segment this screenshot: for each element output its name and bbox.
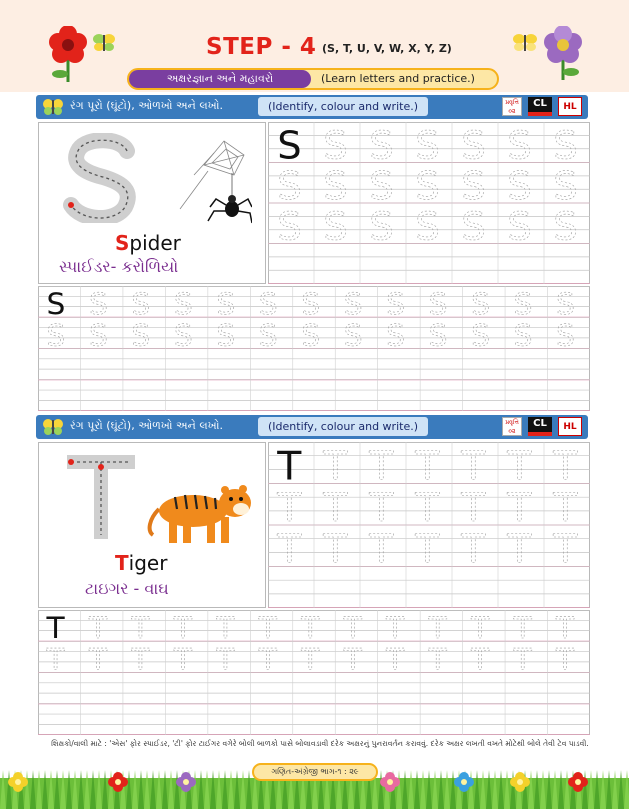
trace-letter: T [277, 484, 302, 531]
trace-letter: T [258, 641, 277, 677]
trace-letter: S [258, 317, 278, 353]
trace-letter: T [131, 610, 150, 646]
trace-letter: T [258, 610, 277, 646]
trace-letter: S [46, 286, 66, 322]
trace-letter: T [553, 484, 578, 531]
trace-letter: T [173, 610, 193, 646]
hl-badge: HL [558, 97, 582, 116]
trace-letter: T [461, 443, 486, 490]
writing-grid-t-top [268, 442, 590, 608]
writing-grid-t-bottom [38, 610, 590, 735]
word-rest: pider [129, 231, 181, 255]
trace-letter: S [173, 286, 193, 322]
trace-letter: T [428, 610, 447, 646]
trace-letter: T [513, 610, 532, 646]
trace-letter: T [461, 526, 486, 573]
trace-letter: T [471, 610, 490, 646]
trace-letter: T [173, 641, 193, 677]
trace-letter: S [428, 317, 448, 353]
tiger-icon [145, 475, 263, 551]
trace-letter: S [301, 286, 321, 322]
step-title: STEP - 4 [206, 34, 317, 60]
trace-letter: T [428, 641, 447, 677]
book-badge: પ્રવૃત્તિ ૦૨ [502, 417, 522, 436]
instruction-english: (Identify, colour and write.) [258, 417, 428, 436]
trace-letter: S [88, 317, 108, 353]
trace-letter: T [277, 443, 302, 490]
trace-letter: T [553, 526, 578, 573]
trace-letter: T [386, 641, 405, 677]
trace-letter: T [513, 641, 532, 677]
butterfly-icon [92, 32, 116, 54]
trace-letter: T [369, 484, 394, 531]
trace-letter: S [88, 286, 108, 322]
trace-letter: S [369, 163, 394, 209]
trace-letter: T [507, 526, 532, 573]
trace-letter: T [507, 484, 532, 531]
trace-letter: T [323, 484, 348, 531]
trace-letter: S [323, 123, 348, 169]
trace-letter: T [301, 641, 320, 677]
trace-letter: S [556, 317, 575, 353]
trace-letter: S [471, 317, 490, 353]
trace-letter: S [461, 163, 486, 209]
butterfly-icon [42, 97, 64, 117]
trace-letter: S [461, 123, 486, 169]
trace-letter: S [277, 204, 302, 250]
writing-grid-s-top [268, 122, 590, 284]
trace-letter: S [415, 123, 440, 169]
trace-letter: S [553, 204, 578, 250]
trace-letter: T [301, 610, 320, 646]
trace-letter: S [461, 204, 486, 250]
word-first-letter: T [115, 551, 129, 575]
trace-letter: S [428, 286, 448, 322]
word-gujarati: સ્પાઈડર- કરોળિયો [59, 257, 179, 276]
trace-letter: T [471, 641, 490, 677]
butterfly-right-icon [512, 32, 538, 54]
trace-letter: T [369, 526, 394, 573]
footer-note: શિક્ષકો/વાલી માટે : 'એસ' ફોર સ્પાઈડર, 'ટી' ફોર ટાઈગર વગેરે બોલી બાળકો પાસે બોલાવડાવી દરેક અક્ષરનું પુનરાવર્તન કરાવવું. દરેક અક્ષર લખતી વખતે મોટેથી બોલે તેવી ટેવ પાડવી. [51, 739, 589, 748]
trace-letter: S [553, 123, 578, 169]
trace-letter: S [216, 286, 236, 322]
trace-letter: S [277, 163, 302, 209]
traceable-s-letter [63, 133, 143, 223]
word-first-letter: S [115, 231, 130, 255]
trace-letter: T [556, 610, 575, 646]
trace-letter: S [343, 286, 363, 322]
trace-letter: T [553, 443, 578, 490]
section-bar-s [36, 95, 588, 119]
instruction-gujarati: રંગ પૂરો (ઘૂંટો), ઓળખો અને લખો. [70, 99, 223, 112]
subtitle-bar [127, 68, 499, 90]
trace-letter: S [323, 163, 348, 209]
red-flower-icon [46, 26, 90, 84]
hl-badge: HL [558, 417, 582, 436]
trace-letter: T [88, 610, 108, 646]
instruction-english: (Identify, colour and write.) [258, 97, 428, 116]
trace-letter: T [46, 610, 65, 646]
spider-icon [174, 135, 252, 227]
word-english [115, 231, 181, 255]
trace-letter: S [277, 123, 302, 169]
trace-letter: T [415, 443, 440, 490]
cl-badge: CL [528, 97, 552, 116]
trace-letter: T [415, 484, 440, 531]
step-letters: (S, T, U, V, W, X, Y, Z) [322, 42, 452, 55]
trace-letter: S [386, 286, 406, 322]
instruction-gujarati: રંગ પૂરો (ઘૂંટો), ઓળખો અને લખો. [70, 419, 223, 432]
trace-letter: T [323, 526, 348, 573]
trace-letter: S [258, 286, 278, 322]
trace-letter: T [415, 526, 440, 573]
subtitle-english: (Learn letters and practice.) [321, 72, 475, 85]
trace-letter: S [556, 286, 575, 322]
trace-letter: S [471, 286, 490, 322]
trace-letter: S [323, 204, 348, 250]
trace-letter: T [369, 443, 394, 490]
trace-letter: T [461, 484, 486, 531]
word-gujarati: ટાઇગર - વાઘ [85, 579, 169, 598]
trace-letter: T [343, 610, 362, 646]
trace-letter: T [343, 641, 362, 677]
trace-letter: S [343, 317, 363, 353]
trace-letter: T [216, 641, 235, 677]
picture-panel-s [38, 122, 266, 284]
trace-letter: S [46, 317, 66, 353]
trace-letter: T [556, 641, 575, 677]
writing-grid-s-bottom [38, 286, 590, 411]
trace-letter: T [88, 641, 108, 677]
purple-flower-icon [542, 26, 584, 82]
trace-letter: S [513, 286, 533, 322]
trace-letter: S [507, 123, 532, 169]
trace-letter: S [507, 204, 532, 250]
trace-letter: S [216, 317, 236, 353]
trace-letter: S [301, 317, 321, 353]
traceable-t-letter [63, 453, 143, 543]
trace-letter: S [507, 163, 532, 209]
book-badge: પ્રવૃત્તિ ૦૨ [502, 97, 522, 116]
trace-letter: T [507, 443, 532, 490]
trace-letter: T [216, 610, 235, 646]
word-rest: iger [128, 551, 168, 575]
section-bar-t [36, 415, 588, 439]
trace-letter: S [131, 286, 151, 322]
trace-letter: S [553, 163, 578, 209]
trace-letter: S [131, 317, 151, 353]
trace-letter: S [369, 204, 394, 250]
trace-letter: T [46, 641, 65, 677]
word-english [115, 551, 167, 575]
trace-letter: T [131, 641, 150, 677]
trace-letter: S [415, 163, 440, 209]
subtitle-gujarati: અક્ષરજ્ઞાન અને મહાવરો [129, 70, 311, 88]
page-number-label: ગણિત-અંગ્રેજી ભાગ-૧ : ૨૯ [252, 763, 378, 781]
cl-badge: CL [528, 417, 552, 436]
trace-letter: S [369, 123, 394, 169]
trace-letter: S [513, 317, 533, 353]
trace-letter: S [415, 204, 440, 250]
trace-letter: T [386, 610, 405, 646]
trace-letter: T [277, 526, 302, 573]
trace-letter: T [323, 443, 348, 490]
trace-letter: S [386, 317, 406, 353]
butterfly-icon [42, 417, 64, 437]
picture-panel-t [38, 442, 266, 608]
trace-letter: S [173, 317, 193, 353]
